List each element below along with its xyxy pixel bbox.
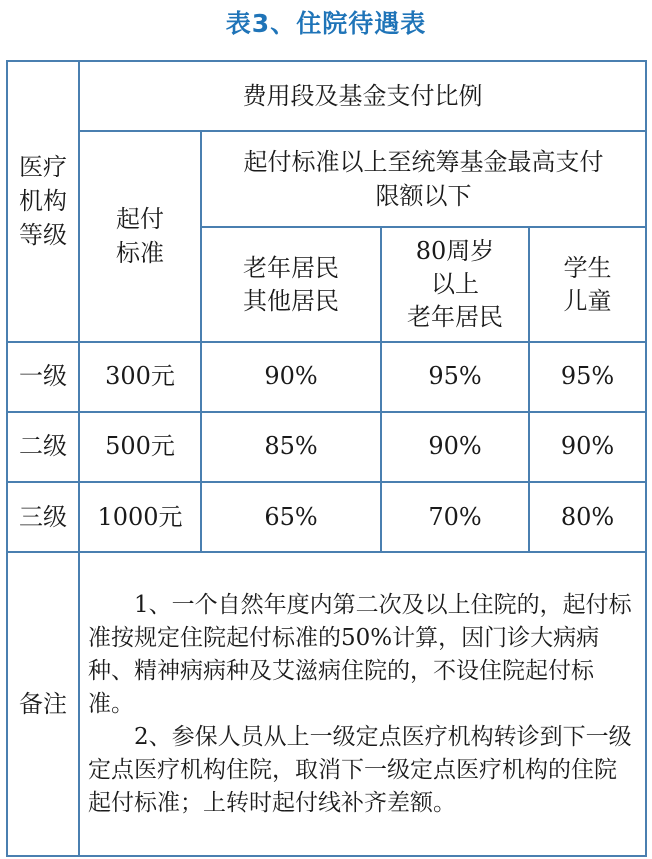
header-range	[201, 131, 646, 227]
remarks-content	[79, 552, 646, 856]
table-row	[7, 482, 646, 552]
row-elder-other: 90%	[201, 342, 381, 412]
header-range-text: 起付标准以上至统筹基金最高支付限额以下	[243, 148, 604, 211]
remarks-paragraph-2: 2、参保人员从上一级定点医疗机构转诊到下一级定点医疗机构住院，取消下一级定点医疗机构的住院起付标准；上转时起付线补齐差额。	[88, 723, 632, 816]
table-title: 表3、住院待遇表	[225, 9, 427, 38]
row-start: 300元	[79, 342, 201, 412]
remarks-label: 备注	[7, 552, 79, 856]
header-col-elder-other-line1: 老年居民	[243, 253, 339, 282]
row-student: 80%	[529, 482, 646, 552]
row-level: 三级	[7, 482, 79, 552]
header-col-elder-other-line2: 其他居民	[243, 286, 339, 315]
header-col-student	[529, 227, 646, 341]
table-row	[7, 412, 646, 482]
row-level: 二级	[7, 412, 79, 482]
row-elder-other: 85%	[201, 412, 381, 482]
row-start: 1000元	[79, 482, 201, 552]
row-start: 500元	[79, 412, 201, 482]
header-start-standard	[79, 131, 201, 342]
remarks-paragraph-1: 1、一个自然年度内第二次及以上住院的，起付标准按规定住院起付标准的50%计算，因门诊大病病种、精神病病种及艾滋病住院的，不设住院起付标准。	[88, 591, 632, 717]
header-col-80-line3: 老年居民	[407, 303, 503, 332]
row-student: 95%	[529, 342, 646, 412]
row-over80: 70%	[381, 482, 529, 552]
header-org-level-text: 医疗机构等级	[19, 153, 67, 250]
hospitalization-benefits-table	[6, 60, 647, 857]
header-col-80-line2: 以上	[431, 270, 479, 299]
header-col-student-line1: 学生	[563, 253, 612, 282]
row-student: 90%	[529, 412, 646, 482]
row-over80: 95%	[381, 342, 529, 412]
row-level: 一级	[7, 342, 79, 412]
header-fee-section: 费用段及基金支付比例	[79, 61, 646, 131]
header-col-80-line1: 80周岁	[415, 237, 495, 266]
header-col-elder-other	[201, 227, 381, 341]
table-row	[7, 342, 646, 412]
header-col-student-line2: 儿童	[563, 286, 612, 315]
header-col-80	[381, 227, 529, 341]
header-org-level	[7, 61, 79, 342]
row-elder-other: 65%	[201, 482, 381, 552]
row-over80: 90%	[381, 412, 529, 482]
header-start-standard-text: 起付标准	[116, 205, 164, 268]
